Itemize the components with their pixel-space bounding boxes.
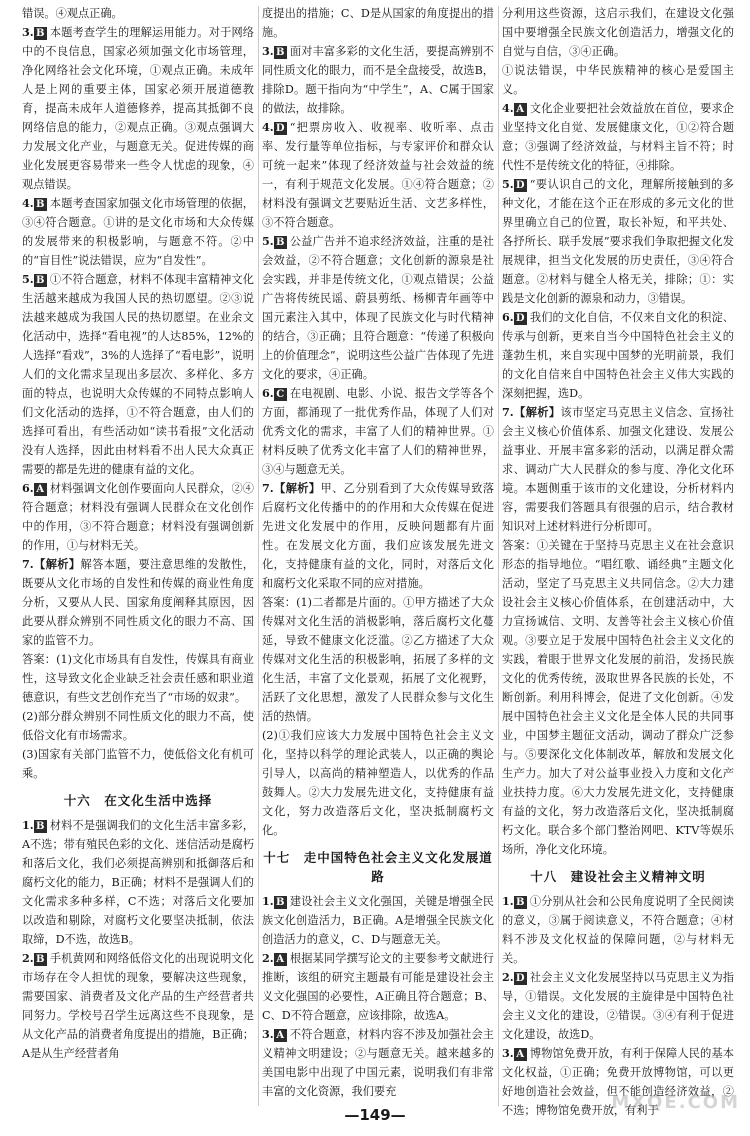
question-number: 3. xyxy=(502,1046,514,1060)
item-text: 博物馆免费开放，有利于保障人民的基本文化权益，①正确；免费开放博物馆，可以更好地创造社会效益，但不能创造经济效益，②不选；博物馆免费开放，有利于 xyxy=(502,1047,734,1117)
item-text: 手机黄网和网络低俗文化的出现说明文化市场存在令人担忧的现象，要解决这些现象，需要国家、消费者及文化产品的生产经营者共同努力。学校号召学生远离这些不良现象，是从文化产品的消费者角度提出的措施，B正确；A是从生产经营者角 xyxy=(22,952,254,1060)
answer-item xyxy=(502,403,734,536)
answer-choice-badge: B xyxy=(34,27,47,40)
answer-item xyxy=(22,816,254,949)
answer-item xyxy=(22,949,254,1063)
answer-item xyxy=(262,949,494,1025)
answer-item xyxy=(262,42,494,118)
item-text: 文化企业要把社会效益放在首位，要求企业坚持文化自觉、发展健康文化，①②符合题意；③强调了经济效益，与材料主旨不符；时代性不是传统文化的特征，④排除。 xyxy=(502,102,734,172)
section-heading: 十七 走中国特色社会主义文化发展道路 xyxy=(263,850,493,884)
item-text: 甲、乙分别看到了大众传媒导致落后腐朽文化传播中的的作用和大众传媒在促进先进文化发展中的作用，反映问题都有片面性。在发展文化方面，我们应该发展先进文化，支持健康有益的文化，同时，对落后文化和腐朽文化采取不同的应对措施。 xyxy=(262,482,494,590)
watermark-text: MXQE.COM xyxy=(611,1092,740,1113)
analysis-tag: 【解析】 xyxy=(273,481,321,495)
item-text: “把票房收入、收视率、收听率、点击率、发行量等单位指标，与专家评价和群众认可统一起来”体现了经济效益与社会效益的统一，有利于规范文化发展。①④符合题意；②材料没有强调文艺要贴近生活、文艺多样性，③不符合题意。 xyxy=(262,121,494,229)
answer-paragraph xyxy=(262,593,494,726)
answer-choice-badge: B xyxy=(274,896,287,909)
answer-item xyxy=(502,892,734,968)
question-number: 3. xyxy=(262,44,274,58)
analysis-tag: 【解析】 xyxy=(513,405,561,419)
item-text: 不符合题意，材料内容不涉及加强社会主义精神文明建设；②与题意无关。越来越多的美国电影中出现了中国元素，说明我们有非常丰富的文化资源，我们要充 xyxy=(262,1028,494,1098)
paragraph: (2)部分群众辨别不同性质文化的眼力不高，使低俗文化有市场需求。 xyxy=(22,710,254,742)
paragraph: (2)①我们应该大力发展中国特色社会主义文化，坚持以科学的理论武装人，以正确的舆论引导人，以高尚的精神塑造人，以优秀的作品鼓舞人。②大力发展先进文化，支持健康有益文化，努力改造落后文化，坚决抵制腐朽文化。 xyxy=(262,729,494,837)
document-page xyxy=(22,0,734,1136)
question-number: 4. xyxy=(22,196,34,210)
answer-item xyxy=(22,270,254,479)
answer-text: (1)文化市场具有自发性，传媒具有商业性，这导致文化企业缺乏社会责任感和职业道德意识，有些文艺创作充当了“市场的奴隶”。 xyxy=(22,653,254,704)
question-number: 5. xyxy=(502,177,514,191)
question-number: 1. xyxy=(502,894,514,908)
question-number: 5. xyxy=(262,234,274,248)
text-column-right xyxy=(502,4,734,1120)
answer-choice-badge: A xyxy=(274,953,287,966)
item-text: 本题考查学生的理解运用能力。对于网络中的不良信息，国家必须加强文化市场管理，净化网络社会文化环境，①观点正确。未成年人是上网的重要主体，国家必须开展道德教育，提高未成年人道德修养，提高其抵御不良网络信息的能力，②观点正确。③观点强调大力发展文化产业，与题意无关。促进传媒的商业化发展更容易带来一些令人忧虑的现象，④观点错误。 xyxy=(22,26,254,191)
answer-choice-badge: D xyxy=(274,122,287,135)
answer-item xyxy=(22,194,254,270)
item-text: 解答本题，要注意思维的发散性，既要从文化市场的自发性和传媒的商业性角度分析，又要从人民、国家角度阐释其原因，因此要从群众辨别不同性质文化的眼力不高、国家的监管不力。 xyxy=(22,558,254,647)
question-number: 4. xyxy=(262,120,274,134)
answer-choice-badge: C xyxy=(274,388,287,401)
page-number: —149— xyxy=(344,1106,406,1124)
answer-label: 答案： xyxy=(502,539,537,552)
answer-choice-badge: B xyxy=(34,274,47,287)
item-text: 建设社会主义文化强国，关键是增强全民族文化创造活力，B正确。A是增强全民族文化创造活力的意义，C、D与题意无关。 xyxy=(262,895,494,946)
answer-item xyxy=(502,99,734,175)
item-text: ①不符合题意，材料不体现丰富精神文化生活越来越成为我国人民的热切愿望。②③说法越来越成为我国人民的热切愿望。在业余文化活动中，选择“看电视”的人达85%，12%的人选择“看戏”，3%的人选择了“看电影”，说明人们的文化需求呈现出多层次、多样化、多方面的特点，也说明大众传媒的不同特点影响人们文化活动的选择，①不符合题意，由人们的选择可看出，有些活动如“读书看报”文化活动没有人选择，因此由材料看不出人民大众真正需要的都是先进的健康有益的文化。 xyxy=(22,273,254,476)
question-number: 3. xyxy=(262,1027,274,1041)
answer-text: (1)二者都是片面的。①甲方描述了大众传媒对文化生活的消极影响，落后腐朽文化蔓延，导致不健康文化泛滥。②乙方描述了大众传媒对文化生活的积极影响，拓展了多样的文化生活，丰富了文化景观，拓展了文化视野，活跃了文化思想，激发了人民群众参与文化生活的热情。 xyxy=(262,596,494,723)
answer-item xyxy=(262,892,494,949)
answer-choice-badge: D xyxy=(514,179,527,192)
answer-choice-badge: A xyxy=(34,483,47,496)
item-text: 材料强调文化创作要面向人民群众，②④符合题意；材料没有强调人民群众在文化创作中的作用，③不符合题意；材料没有强调创新的作用，①与材料无关。 xyxy=(22,482,254,552)
question-number: 6. xyxy=(22,481,34,495)
question-number: 7. xyxy=(502,405,514,419)
answer-item xyxy=(502,308,734,403)
answer-choice-badge: B xyxy=(34,953,47,966)
question-number: 1. xyxy=(22,818,34,832)
question-number: 6. xyxy=(502,310,514,324)
question-number: 5. xyxy=(22,272,34,286)
section-heading: 十六 在文化生活中选择 xyxy=(63,793,213,808)
column-divider xyxy=(258,6,259,1106)
question-number: 2. xyxy=(262,951,274,965)
site-watermark xyxy=(590,1092,740,1132)
answer-paragraph xyxy=(22,650,254,707)
paragraph: (3)国家有关部门监管不力，使低俗文化有机可乘。 xyxy=(22,748,254,780)
item-text: 在电视剧、电影、小说、报告文学等各个方面，都涌现了一批优秀作品，体现了人们对优秀文化的需求，丰富了人们的精神世界。①材料反映了优秀文化丰富了人们的精神世界，③④与题意无关。 xyxy=(262,387,494,476)
item-text: ①分别从社会和公民角度说明了全民阅读的意义，③属于阅读意义，不符合题意；④材料不涉及文化权益的保障问题，②与材料无关。 xyxy=(502,895,734,965)
paragraph: 分利用这些资源，这启示我们，在建设文化强国中要增强全民族文化创造活力，增强文化的自觉与自信，③④正确。 xyxy=(502,7,734,58)
answer-item xyxy=(262,479,494,593)
answer-choice-badge: D xyxy=(514,972,527,985)
question-number: 2. xyxy=(502,970,514,984)
answer-item xyxy=(262,384,494,479)
item-text: 材料不是强调我们的文化生活丰富多彩，A不选；带有殖民色彩的文化、迷信活动是腐朽和落后文化，我们必须提高辨别和抵御落后和腐朽文化的能力，B正确；材料不是强调人们的文化需求多种多样，C不选；对落后文化要加以改造和剔除，对腐朽文化要坚决抵制，依法取缔，D不选，故选B。 xyxy=(22,819,254,946)
answer-item xyxy=(22,555,254,650)
answer-choice-badge: B xyxy=(274,236,287,249)
section-heading: 十八 建设社会主义精神文明 xyxy=(530,869,706,884)
question-number: 1. xyxy=(262,894,274,908)
item-text: 公益广告并不追求经济效益，注重的是社会效益，②不符合题意；文化创新的源泉是社会实践，并非是传统文化，①观点错误；公益广告将传统民谣、蔚县剪纸、杨柳青年画等中国元素注入其中，体现了民族文化与时代精神的结合，③正确；且符合题意：“传递了积极向上的价值理念”，说明这些公益广告体现了先进文化的要求，④正确。 xyxy=(262,235,494,381)
item-text: 本题考查国家加强文化市场管理的依据，③④符合题意。①讲的是文化市场和大众传媒的发展带来的积极影响，与题意不符。②中的“盲目性”说法错误，应为“自发性”。 xyxy=(22,197,254,267)
question-number: 3. xyxy=(22,25,34,39)
answer-choice-badge: A xyxy=(514,1048,527,1061)
column-divider xyxy=(498,6,499,1106)
question-number: 4. xyxy=(502,101,514,115)
answer-item xyxy=(502,968,734,1044)
item-text: 我们的文化自信，不仅来自文化的积淀、传承与创新，更来自当今中国特色社会主义的蓬勃生机，来自实现中国梦的光明前景，我们的文化自信来自中国特色社会主义伟大实践的深刻把握，选D。 xyxy=(502,311,734,400)
answer-label: 答案： xyxy=(262,596,297,609)
answer-item xyxy=(262,232,494,384)
answer-choice-badge: D xyxy=(514,312,527,325)
answer-text: ①关键在于坚持马克思主义在社会意识形态的指导地位。“唱红歌、诵经典”主题文化活动，坚定了马克思主义共同信念。②大力建设社会主义核心价值体系，在创建活动中，大力宣扬诚信、文明、友善等社会主义核心价值观。③要立足于发展中国特色社会主义文化的实践，着眼于世界文化发展的前沿，发扬民族文化的优秀传统，汲取世界各民族的长处，不断创新。利用科博会，促进了文化创新。④发展中国特色社会主义文化是全体人民的共同事业，中国梦主题征文活动，调动了群众广泛参与。⑤要深化文化体制改革，解放和发展文化生产力。加大了对公益事业投入力度和文化产业扶持力度。⑥大力发展先进文化，支持健康有益的文化，努力改造落后文化，坚决抵制腐朽文化。联合多个部门整治网吧、KTV等娱乐场所，净化文化环境。 xyxy=(502,539,734,856)
item-text: “要认识自己的文化，理解所接触到的多种文化，才能在这个正在形成的多元文化的世界里确立自己的位置，取长补短，和平共处、各抒所长、联手发展”要求我们争取把握文化发展规律，担当文化发展的历史责任，③④符合题意。②材料与健全人格无关，排除；①：实践是文化创新的源泉和动力，③错误。 xyxy=(502,178,734,305)
answer-choice-badge: B xyxy=(34,198,47,211)
answer-item xyxy=(262,1025,494,1101)
item-text: 该市坚定马克思主义信念、宣扬社会主义核心价值体系、加强文化建设、发展公益事业、开展丰富多彩的活动，以满足群众需求、调动广大人民群众的参与度、净化文化环境。本题侧重于该市的文化建设，分析材料内容，需要我们答题具有很强的启示，结合教材知识对上述材料进行分析即可。 xyxy=(502,406,734,533)
item-text: 社会主义文化发展坚持以马克思主义为指导，①错误。文化发展的主旋律是中国特色社会主义文化的建设，②错误。③④有利于促进文化建设，故选D。 xyxy=(502,971,734,1041)
answer-item xyxy=(22,479,254,555)
paragraph: 度提出的措施；C、D是从国家的角度提出的措施。 xyxy=(262,7,494,39)
text-column-left xyxy=(22,4,254,1063)
answer-paragraph xyxy=(502,536,734,859)
answer-choice-badge: B xyxy=(274,46,287,59)
answer-choice-badge: B xyxy=(514,896,527,909)
paragraph: ①说法错误，中华民族精神的核心是爱国主义。 xyxy=(502,64,734,96)
answer-choice-badge: B xyxy=(34,820,47,833)
question-number: 7. xyxy=(22,557,34,571)
analysis-tag: 【解析】 xyxy=(33,557,81,571)
question-number: 2. xyxy=(22,951,34,965)
answer-item xyxy=(502,175,734,308)
text-column-middle xyxy=(262,4,494,1101)
answer-choice-badge: A xyxy=(274,1029,287,1042)
answer-choice-badge: A xyxy=(514,103,527,116)
answer-label: 答案： xyxy=(22,653,57,666)
item-text: 根据某同学撰写论文的主要参考文献进行推断，该组的研究主题最有可能是建设社会主义文化强国的必要性，A正确且符合题意；B、C、D不符合题意，应该排除，故选A。 xyxy=(262,952,494,1022)
question-number: 6. xyxy=(262,386,274,400)
answer-item xyxy=(22,23,254,194)
item-text: 面对丰富多彩的文化生活，要提高辨别不同性质文化的眼力，而不是全盘接受，故选B，排除D。题干指向为“中学生”，A、C属于国家的做法，故排除。 xyxy=(262,45,494,115)
question-number: 7. xyxy=(262,481,274,495)
paragraph: 错误。④观点正确。 xyxy=(22,7,123,20)
answer-item xyxy=(262,118,494,232)
